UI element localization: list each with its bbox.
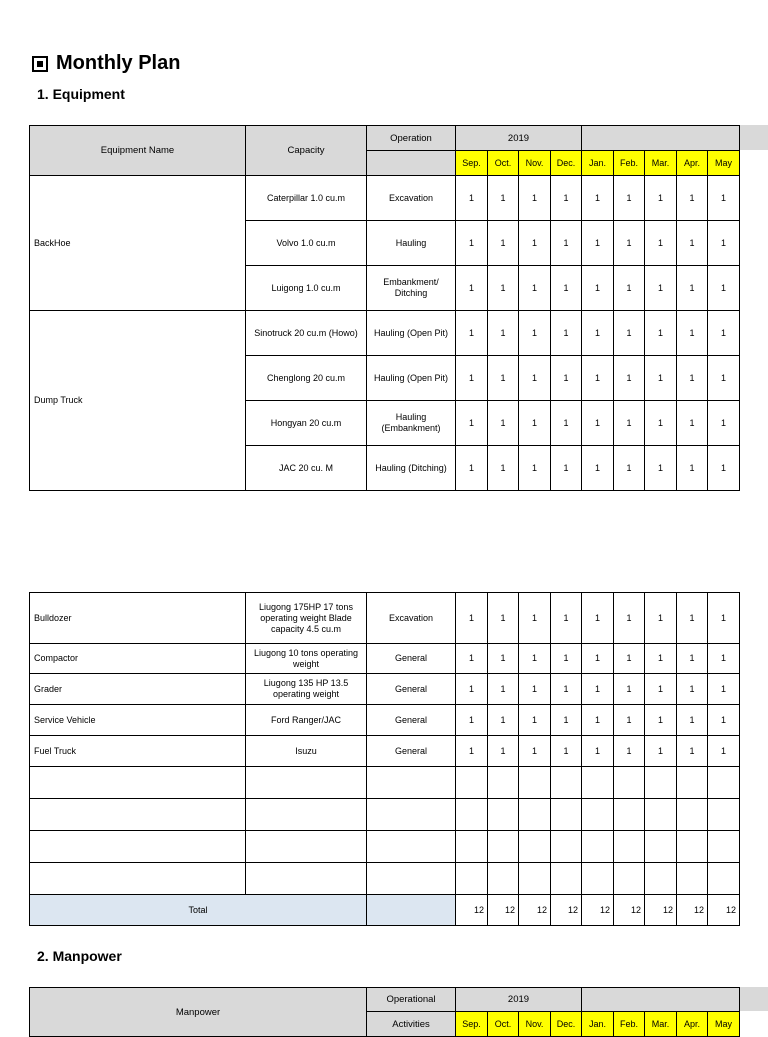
value-cell: 1 (519, 593, 551, 644)
value-cell: 1 (677, 674, 708, 705)
value-cell: 1 (519, 736, 551, 767)
operation-cell: Hauling (Ditching) (367, 446, 456, 491)
header-manpower: Manpower (30, 988, 367, 1037)
empty-cell (246, 863, 367, 895)
month-header: Dec. (551, 1012, 582, 1037)
empty-row (30, 767, 740, 799)
empty-cell (582, 831, 614, 863)
capacity-cell: Liugong 10 tons operating weight (246, 644, 367, 674)
value-cell: 1 (488, 674, 519, 705)
equipment-name-cell: Compactor (30, 644, 246, 674)
empty-cell (645, 831, 677, 863)
value-cell: 1 (582, 356, 614, 401)
value-cell: 1 (614, 356, 645, 401)
operation-cell: Hauling (Embankment) (367, 401, 456, 446)
value-cell: 1 (456, 736, 488, 767)
month-header: Oct. (488, 151, 519, 176)
header-year-2 (582, 126, 740, 151)
value-cell: 1 (488, 356, 519, 401)
value-cell: 1 (708, 266, 740, 311)
capacity-cell: Liugong 135 HP 13.5 operating weight (246, 674, 367, 705)
equipment-name-cell: Service Vehicle (30, 705, 246, 736)
value-cell: 1 (519, 266, 551, 311)
operation-cell: General (367, 705, 456, 736)
section-heading-manpower: 2. Manpower (37, 948, 122, 964)
value-cell: 1 (519, 221, 551, 266)
total-value: 12 (677, 895, 708, 926)
month-header: Oct. (488, 1012, 519, 1037)
capacity-cell: Chenglong 20 cu.m (246, 356, 367, 401)
value-cell: 1 (708, 593, 740, 644)
value-cell: 1 (614, 176, 645, 221)
section-heading-equipment: 1. Equipment (37, 86, 125, 102)
capacity-cell: Isuzu (246, 736, 367, 767)
value-cell: 1 (645, 311, 677, 356)
value-cell: 1 (456, 446, 488, 491)
group-label-dump-truck: Dump Truck (30, 311, 246, 491)
empty-cell (677, 767, 708, 799)
value-cell: 1 (551, 705, 582, 736)
value-cell: 1 (645, 266, 677, 311)
month-header: Feb. (614, 151, 645, 176)
value-cell: 1 (488, 644, 519, 674)
value-cell: 1 (708, 176, 740, 221)
empty-cell (708, 863, 740, 895)
group-label-backhoe: BackHoe (30, 176, 246, 311)
value-cell: 1 (519, 176, 551, 221)
value-cell: 1 (645, 446, 677, 491)
value-cell: 1 (645, 401, 677, 446)
capacity-cell: Liugong 175HP 17 tons operating weight Blade capacity 4.5 cu.m (246, 593, 367, 644)
capacity-cell: Luigong 1.0 cu.m (246, 266, 367, 311)
value-cell: 1 (456, 266, 488, 311)
value-cell: 1 (645, 736, 677, 767)
empty-cell (582, 767, 614, 799)
value-cell: 1 (614, 401, 645, 446)
value-cell: 1 (456, 644, 488, 674)
empty-cell (488, 799, 519, 831)
equipment-name-cell: Bulldozer (30, 593, 246, 644)
total-value: 12 (488, 895, 519, 926)
total-value: 12 (645, 895, 677, 926)
value-cell: 1 (488, 221, 519, 266)
value-cell: 1 (519, 644, 551, 674)
value-cell: 1 (488, 736, 519, 767)
total-value: 12 (456, 895, 488, 926)
value-cell: 1 (456, 176, 488, 221)
empty-cell (488, 831, 519, 863)
empty-cell (246, 799, 367, 831)
empty-cell (645, 799, 677, 831)
value-cell: 1 (519, 311, 551, 356)
value-cell: 1 (614, 736, 645, 767)
value-cell: 1 (582, 266, 614, 311)
header-operational: Operational (367, 988, 456, 1012)
equipment-name-cell: Fuel Truck (30, 736, 246, 767)
header-overflow-edge (740, 125, 768, 150)
capacity-cell: Hongyan 20 cu.m (246, 401, 367, 446)
value-cell: 1 (645, 644, 677, 674)
empty-cell (614, 863, 645, 895)
value-cell: 1 (456, 221, 488, 266)
value-cell: 1 (582, 176, 614, 221)
value-cell: 1 (677, 644, 708, 674)
empty-cell (30, 863, 246, 895)
capacity-cell: Sinotruck 20 cu.m (Howo) (246, 311, 367, 356)
operation-cell: Hauling (Open Pit) (367, 356, 456, 401)
month-header: Jan. (582, 1012, 614, 1037)
value-cell: 1 (614, 674, 645, 705)
value-cell: 1 (645, 356, 677, 401)
total-value: 12 (582, 895, 614, 926)
value-cell: 1 (708, 221, 740, 266)
empty-cell (551, 767, 582, 799)
empty-row (30, 831, 740, 863)
month-header: Dec. (551, 151, 582, 176)
value-cell: 1 (456, 593, 488, 644)
empty-cell (367, 799, 456, 831)
header-year: 2019 (456, 988, 582, 1012)
capacity-cell: Ford Ranger/JAC (246, 705, 367, 736)
month-header: Feb. (614, 1012, 645, 1037)
month-header: Mar. (645, 151, 677, 176)
empty-cell (708, 799, 740, 831)
empty-cell (677, 863, 708, 895)
value-cell: 1 (677, 176, 708, 221)
operation-cell: Excavation (367, 176, 456, 221)
value-cell: 1 (677, 736, 708, 767)
value-cell: 1 (677, 705, 708, 736)
value-cell: 1 (519, 401, 551, 446)
value-cell: 1 (488, 593, 519, 644)
value-cell: 1 (645, 705, 677, 736)
empty-cell (519, 831, 551, 863)
value-cell: 1 (456, 674, 488, 705)
value-cell: 1 (582, 593, 614, 644)
table-row (30, 644, 740, 674)
empty-cell (614, 767, 645, 799)
value-cell: 1 (708, 401, 740, 446)
header-equipment-name: Equipment Name (30, 126, 246, 176)
value-cell: 1 (519, 705, 551, 736)
empty-cell (614, 831, 645, 863)
month-header: Nov. (519, 1012, 551, 1037)
value-cell: 1 (551, 266, 582, 311)
table-row (30, 176, 740, 221)
value-cell: 1 (488, 266, 519, 311)
equipment-table-top (29, 125, 740, 491)
empty-cell (708, 767, 740, 799)
table-row (30, 311, 740, 356)
table-row (30, 593, 740, 644)
total-empty-cell (367, 895, 456, 926)
empty-cell (367, 863, 456, 895)
total-label: Total (30, 895, 367, 926)
value-cell: 1 (677, 266, 708, 311)
empty-cell (488, 863, 519, 895)
value-cell: 1 (519, 674, 551, 705)
equipment-table-bottom (29, 592, 740, 926)
value-cell: 1 (708, 736, 740, 767)
value-cell: 1 (551, 176, 582, 221)
total-value: 12 (614, 895, 645, 926)
empty-cell (456, 831, 488, 863)
month-header: Mar. (645, 1012, 677, 1037)
empty-row (30, 799, 740, 831)
capacity-cell: Volvo 1.0 cu.m (246, 221, 367, 266)
value-cell: 1 (582, 221, 614, 266)
header-year-2 (582, 988, 740, 1012)
empty-cell (614, 799, 645, 831)
empty-cell (519, 767, 551, 799)
value-cell: 1 (708, 446, 740, 491)
value-cell: 1 (708, 644, 740, 674)
value-cell: 1 (708, 705, 740, 736)
value-cell: 1 (645, 593, 677, 644)
value-cell: 1 (551, 311, 582, 356)
value-cell: 1 (488, 705, 519, 736)
equipment-name-cell: Grader (30, 674, 246, 705)
value-cell: 1 (551, 593, 582, 644)
manpower-table (29, 987, 740, 1037)
value-cell: 1 (519, 446, 551, 491)
value-cell: 1 (551, 356, 582, 401)
empty-cell (551, 831, 582, 863)
month-header: Sep. (456, 151, 488, 176)
empty-cell (246, 831, 367, 863)
empty-cell (708, 831, 740, 863)
value-cell: 1 (456, 356, 488, 401)
empty-row (30, 863, 740, 895)
empty-cell (367, 831, 456, 863)
value-cell: 1 (677, 356, 708, 401)
empty-cell (456, 799, 488, 831)
value-cell: 1 (456, 705, 488, 736)
empty-cell (30, 799, 246, 831)
empty-cell (30, 767, 246, 799)
operation-cell: Excavation (367, 593, 456, 644)
total-row (30, 895, 740, 926)
empty-cell (551, 799, 582, 831)
value-cell: 1 (677, 446, 708, 491)
value-cell: 1 (488, 176, 519, 221)
month-header: Sep. (456, 1012, 488, 1037)
value-cell: 1 (614, 446, 645, 491)
value-cell: 1 (708, 674, 740, 705)
square-bullet-icon (32, 56, 48, 72)
table-row (30, 674, 740, 705)
empty-cell (677, 799, 708, 831)
operation-cell: General (367, 644, 456, 674)
value-cell: 1 (551, 401, 582, 446)
month-header: May (708, 1012, 740, 1037)
total-value: 12 (519, 895, 551, 926)
header-operation-sub (367, 151, 456, 176)
value-cell: 1 (582, 736, 614, 767)
value-cell: 1 (551, 221, 582, 266)
empty-cell (488, 767, 519, 799)
capacity-cell: Caterpillar 1.0 cu.m (246, 176, 367, 221)
value-cell: 1 (708, 311, 740, 356)
value-cell: 1 (582, 674, 614, 705)
value-cell: 1 (456, 401, 488, 446)
month-header: May (708, 151, 740, 176)
header-year: 2019 (456, 126, 582, 151)
empty-cell (367, 767, 456, 799)
empty-cell (519, 863, 551, 895)
value-cell: 1 (614, 644, 645, 674)
value-cell: 1 (614, 266, 645, 311)
empty-cell (246, 767, 367, 799)
value-cell: 1 (582, 401, 614, 446)
header-operation: Operation (367, 126, 456, 151)
operation-cell: Hauling (Open Pit) (367, 311, 456, 356)
value-cell: 1 (645, 176, 677, 221)
header-capacity: Capacity (246, 126, 367, 176)
value-cell: 1 (677, 401, 708, 446)
page-title (32, 52, 180, 75)
value-cell: 1 (582, 446, 614, 491)
operation-cell: General (367, 674, 456, 705)
value-cell: 1 (551, 644, 582, 674)
month-header: Nov. (519, 151, 551, 176)
operation-cell: Embankment/ Ditching (367, 266, 456, 311)
value-cell: 1 (677, 311, 708, 356)
value-cell: 1 (551, 446, 582, 491)
value-cell: 1 (614, 311, 645, 356)
value-cell: 1 (582, 644, 614, 674)
value-cell: 1 (614, 221, 645, 266)
value-cell: 1 (677, 221, 708, 266)
empty-cell (551, 863, 582, 895)
empty-cell (519, 799, 551, 831)
empty-cell (456, 863, 488, 895)
value-cell: 1 (488, 311, 519, 356)
total-value: 12 (708, 895, 740, 926)
value-cell: 1 (614, 705, 645, 736)
operation-cell: General (367, 736, 456, 767)
value-cell: 1 (551, 736, 582, 767)
empty-cell (30, 831, 246, 863)
month-header: Apr. (677, 151, 708, 176)
value-cell: 1 (582, 705, 614, 736)
empty-cell (645, 767, 677, 799)
capacity-cell: JAC 20 cu. M (246, 446, 367, 491)
table-row (30, 705, 740, 736)
header-overflow-edge (740, 987, 768, 1011)
value-cell: 1 (519, 356, 551, 401)
value-cell: 1 (708, 356, 740, 401)
value-cell: 1 (582, 311, 614, 356)
value-cell: 1 (645, 221, 677, 266)
header-activities: Activities (367, 1012, 456, 1037)
operation-cell: Hauling (367, 221, 456, 266)
value-cell: 1 (488, 446, 519, 491)
value-cell: 1 (456, 311, 488, 356)
value-cell: 1 (677, 593, 708, 644)
empty-cell (582, 863, 614, 895)
empty-cell (456, 767, 488, 799)
empty-cell (645, 863, 677, 895)
empty-cell (582, 799, 614, 831)
empty-cell (677, 831, 708, 863)
value-cell: 1 (551, 674, 582, 705)
value-cell: 1 (488, 401, 519, 446)
value-cell: 1 (645, 674, 677, 705)
month-header: Apr. (677, 1012, 708, 1037)
page-title-text: Monthly Plan (56, 52, 181, 74)
month-header: Jan. (582, 151, 614, 176)
table-row (30, 736, 740, 767)
total-value: 12 (551, 895, 582, 926)
value-cell: 1 (614, 593, 645, 644)
